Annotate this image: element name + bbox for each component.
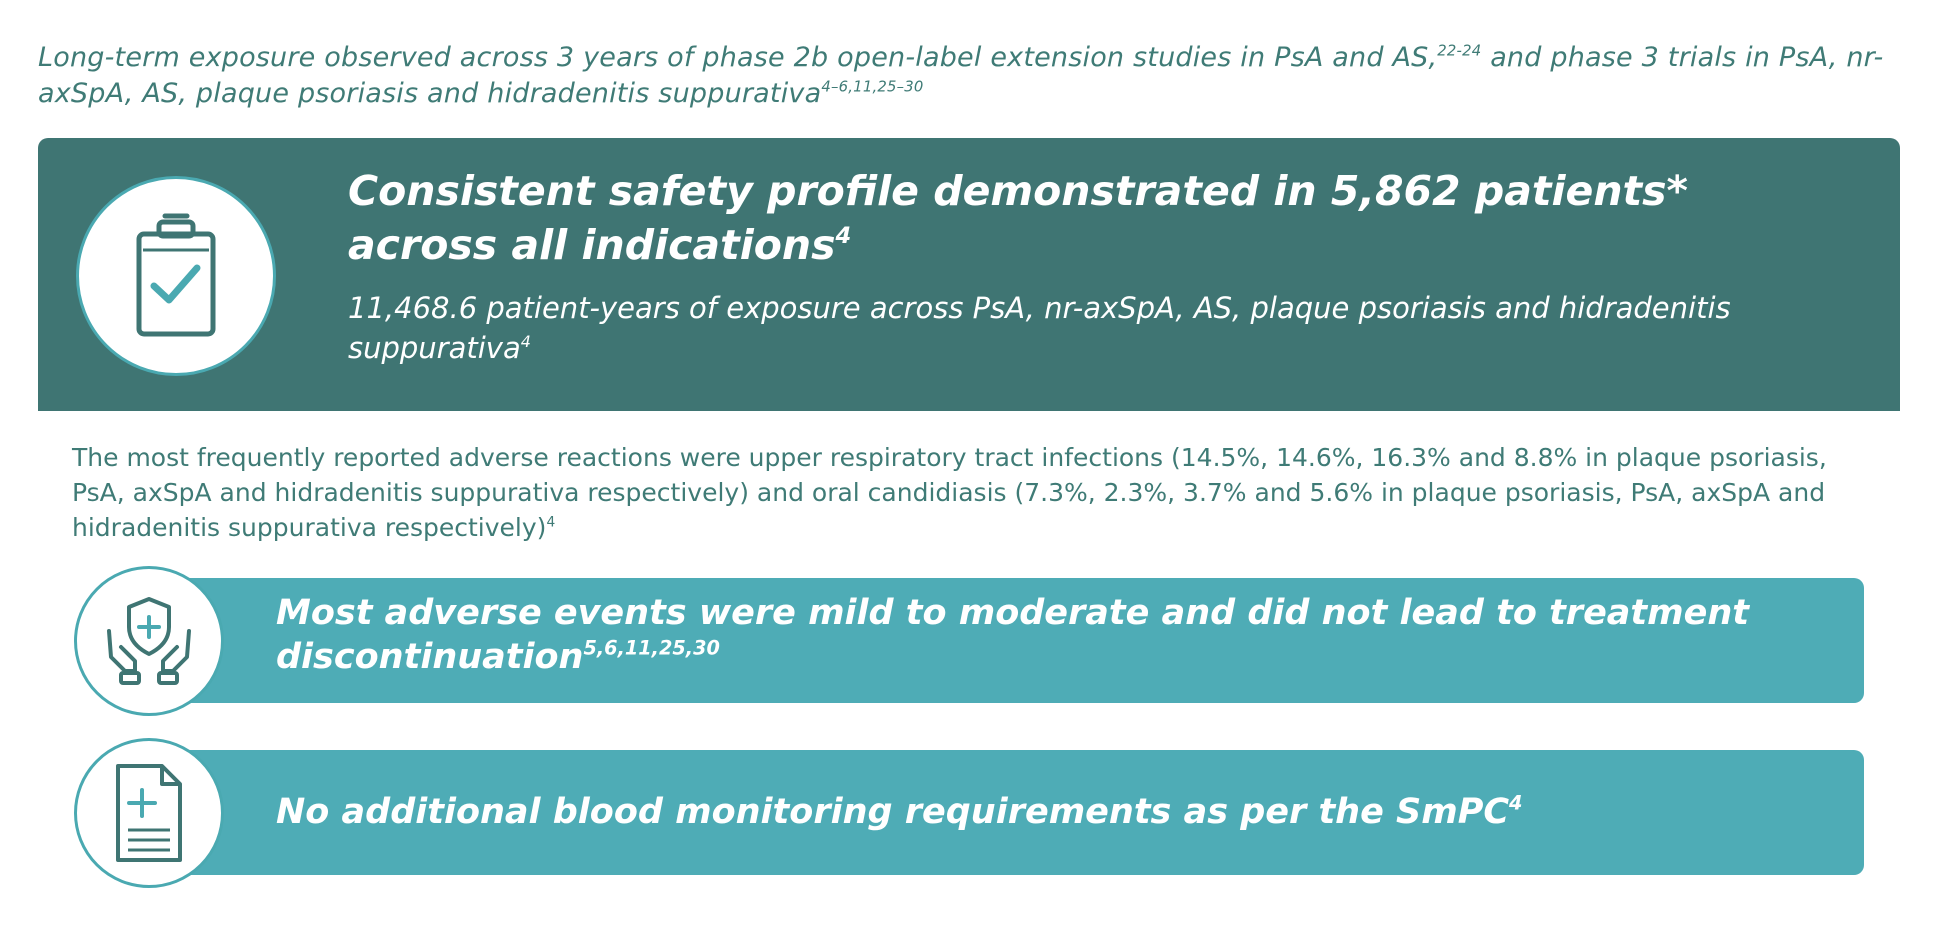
medical-document-icon-circle bbox=[74, 738, 224, 888]
medical-document-icon bbox=[104, 758, 194, 868]
mild-adverse-events-citation: 5,6,11,25,30 bbox=[583, 636, 720, 660]
blood-monitoring-text bbox=[276, 790, 1796, 834]
safety-profile-heading bbox=[348, 164, 1848, 272]
clipboard-check-icon bbox=[121, 206, 231, 346]
intro-citation-1: 22-24 bbox=[1437, 41, 1482, 60]
intro-citation-2: 4–6,11,25–30 bbox=[821, 77, 924, 96]
blood-monitoring-citation: 4 bbox=[1509, 791, 1523, 815]
adverse-reactions-citation: 4 bbox=[546, 514, 556, 531]
adverse-reactions-body: The most frequently reported adverse reactions were upper respiratory tract infections (14.5%, 14.6%, 16.3% and 8.8% in plaque psoriasis, PsA, axSpA and hidradenitis suppurativa respectively) and oral candidiasis (7.3%, 2.3%, 3.7% and 5.6% in plaque psoriasis, PsA, axSpA and hidradenitis suppurativa respectively) bbox=[72, 443, 1827, 542]
mild-adverse-events-text bbox=[276, 591, 1796, 679]
safety-profile-heading-text: Consistent safety profile demonstrated in 5,862 patients* across all indications bbox=[348, 167, 1688, 269]
hands-shield-icon-circle bbox=[74, 566, 224, 716]
patient-years-citation: 4 bbox=[520, 331, 531, 351]
safety-profile-panel bbox=[38, 138, 1900, 411]
clipboard-check-icon-circle bbox=[76, 176, 276, 376]
safety-profile-heading-citation: 4 bbox=[835, 223, 852, 250]
blood-monitoring-body: No additional blood monitoring requirements as per the SmPC bbox=[276, 792, 1510, 832]
adverse-reactions-text bbox=[72, 440, 1882, 545]
intro-text bbox=[38, 40, 1898, 112]
intro-text-part2: and phase 3 trials in PsA, nr-axSpA, AS, plaque psoriasis and hidradenitis suppurativa bbox=[38, 42, 1884, 109]
mild-adverse-events-body: Most adverse events were mild to moderate and did not lead to treatment discontinuation bbox=[276, 593, 1750, 677]
intro-text-part1: Long-term exposure observed across 3 years of phase 2b open-label extension studies in PsA and AS, bbox=[38, 42, 1438, 73]
patient-years-text-body: 11,468.6 patient-years of exposure across PsA, nr-axSpA, AS, plaque psoriasis and hidradenitis suppurativa bbox=[348, 291, 1731, 365]
hands-shield-icon bbox=[99, 591, 199, 691]
patient-years-text bbox=[348, 288, 1848, 368]
